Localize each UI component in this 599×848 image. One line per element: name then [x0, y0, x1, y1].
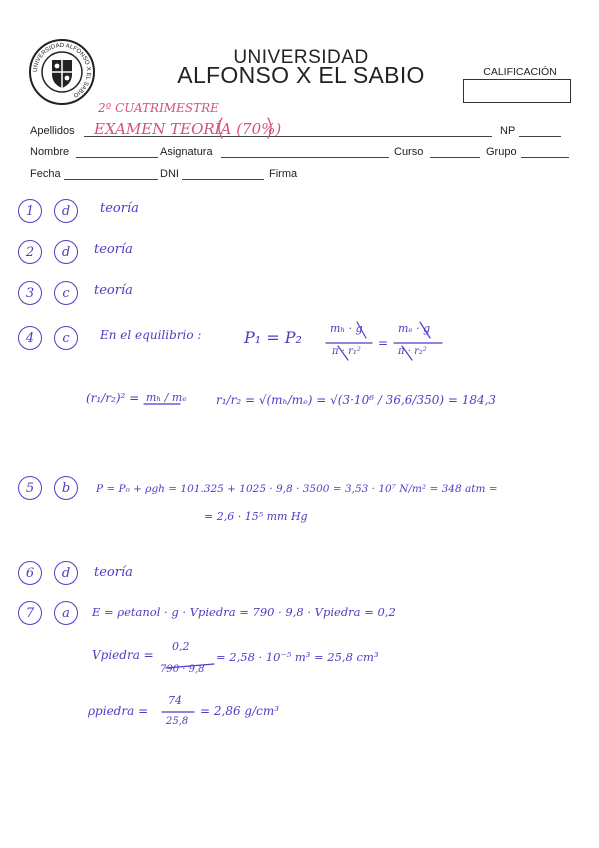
q7-volume-numerator: 0,2: [172, 640, 190, 653]
q7-volume-denominator: 790 · 9,8: [160, 664, 205, 675]
calificacion-label: CALIFICACIÓN: [483, 66, 557, 78]
q4-ratio-rhs: mₕ / mₑ: [146, 391, 187, 404]
q7-density-denominator: 25,8: [166, 716, 189, 727]
answer-text-6: teoría: [94, 565, 133, 580]
answer-text-3: teoría: [94, 283, 133, 298]
fecha-label: Fecha: [30, 168, 61, 180]
np-line: [519, 136, 561, 137]
answer-option-3: c: [54, 281, 78, 305]
header-note-examen: EXAMEN TEORÍA (70%): [94, 120, 282, 138]
grupo-line: [521, 157, 569, 158]
dni-line: [182, 179, 264, 180]
firma-label: Firma: [269, 168, 298, 180]
question-number-7: 7: [18, 601, 42, 625]
nombre-line: [76, 157, 158, 158]
q4-fraction-den-2: π · r₂²: [398, 346, 427, 357]
np-label: NP: [500, 125, 516, 137]
q7-density-lhs: ρpiedra =: [88, 704, 149, 718]
q4-ratio-lhs: (r₁/r₂)² =: [86, 391, 140, 405]
curso-label: Curso: [394, 146, 424, 158]
answer-option-2: d: [54, 240, 78, 264]
q4-fraction-num-2: mₑ · g: [398, 322, 431, 335]
university-seal: [28, 38, 96, 106]
answer-text-1: teoría: [100, 201, 139, 216]
question-number-4: 4: [18, 326, 42, 350]
q7-density-result: = 2,86 g/cm³: [200, 704, 280, 718]
answer-option-1: d: [54, 199, 78, 223]
q7-volume-result: = 2,58 · 10⁻⁵ m³ = 25,8 cm³: [216, 650, 379, 664]
q7-volume-lhs: Vpiedra =: [92, 648, 154, 662]
calificacion-box: [463, 79, 571, 103]
fecha-line: [64, 179, 158, 180]
answer-option-6: d: [54, 561, 78, 585]
question-number-2: 2: [18, 240, 42, 264]
answer-text-7: E = ρetanol · g · Vpiedra = 790 · 9,8 · Vpiedra = 0,2: [92, 605, 396, 619]
university-name-line2: ALFONSO X EL SABIO: [177, 62, 425, 88]
asignatura-line: [221, 157, 389, 158]
university-name-line1: UNIVERSIDAD: [233, 47, 369, 68]
nombre-label: Nombre: [30, 146, 70, 158]
q4-fraction-num-1: mₕ · g: [330, 322, 363, 335]
answer-text-5: P = P₀ + ρgh = 101.325 + 1025 · 9,8 · 3500 = 3,53 · 10⁷ N/m² = 348 atm =: [96, 483, 498, 495]
apellidos-label: Apellidos: [30, 125, 75, 137]
answer-text-4: En el equilibrio :: [100, 328, 202, 342]
asignatura-label: Asignatura: [160, 146, 213, 158]
answer-option-4: c: [54, 326, 78, 350]
grupo-label: Grupo: [486, 146, 517, 158]
answer-option-5: b: [54, 476, 78, 500]
q4-equals: =: [378, 336, 389, 350]
q4-fraction-den-1: π · r₁²: [332, 346, 361, 357]
header-note-cuatrimestre: 2º CUATRIMESTRE: [98, 101, 219, 115]
apellidos-line: [84, 136, 492, 137]
dni-label: DNI: [160, 168, 179, 180]
question-number-6: 6: [18, 561, 42, 585]
question-number-3: 3: [18, 281, 42, 305]
q4-pressure-equality: P₁ = P₂: [244, 328, 302, 347]
q5-result-line2: = 2,6 · 15⁵ mm Hg: [204, 510, 308, 523]
answer-text-2: teoría: [94, 242, 133, 257]
q4-radius-ratio: r₁/r₂ = √(mₕ/mₑ) = √(3·10⁶ / 36,6/350) = 184,3: [216, 393, 497, 407]
question-number-1: 1: [18, 199, 42, 223]
seal-text: UNIVERSIDAD ALFONSO X EL SABIO: [32, 42, 92, 98]
q7-density-numerator: 74: [168, 694, 182, 707]
answer-option-7: a: [54, 601, 78, 625]
question-number-5: 5: [18, 476, 42, 500]
curso-line: [430, 157, 480, 158]
